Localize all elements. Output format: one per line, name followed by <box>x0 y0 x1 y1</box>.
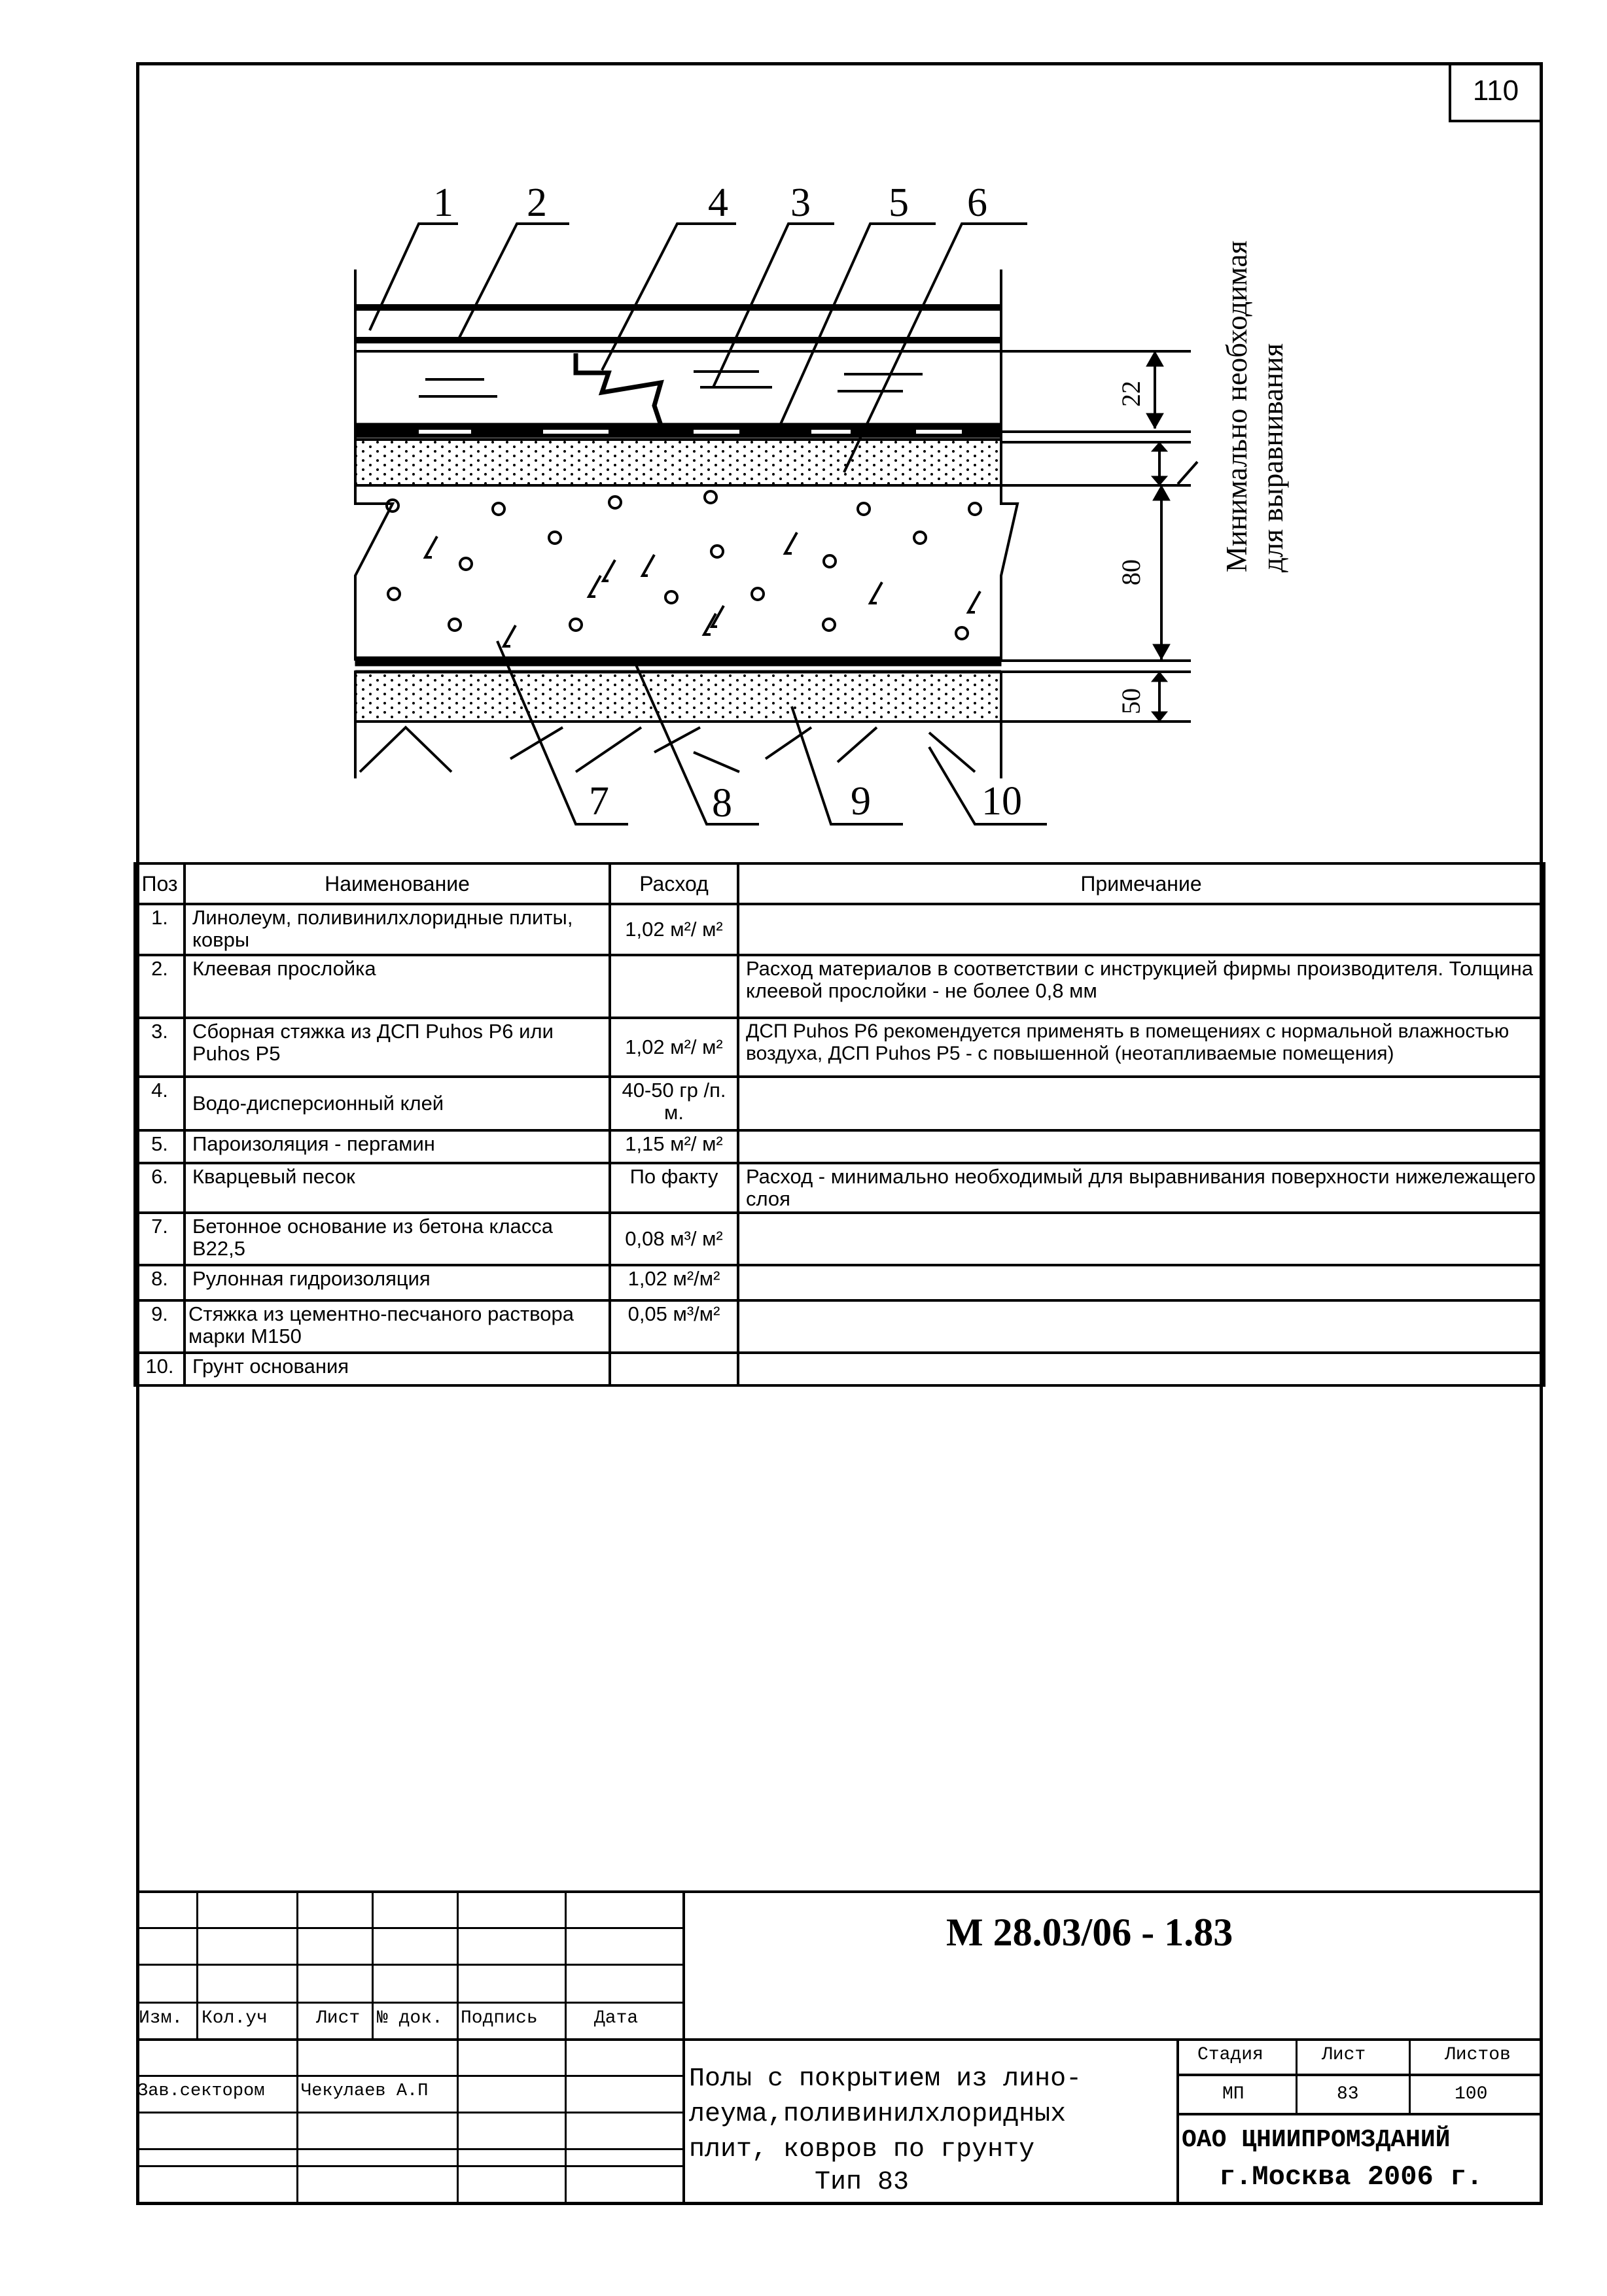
row-name: Грунт основания <box>185 1353 610 1385</box>
dim-80: 80 <box>1116 559 1146 585</box>
title-line-1: Полы с покрытием из лино- <box>689 2064 1082 2094</box>
row-pos: 7. <box>135 1213 185 1265</box>
floor-section-drawing <box>0 0 1607 857</box>
table-row <box>135 1300 1544 1353</box>
col-podpis: Подпись <box>461 2008 538 2028</box>
row-pos: 3. <box>135 1018 185 1077</box>
label-8: 8 <box>712 781 732 826</box>
row-usage <box>610 1353 738 1385</box>
row-note: ДСП Puhos P6 рекомендуется применять в помещениях с нормальной влажностью воздуха, ДСП Puhos P5 - с повышенной (неотапливаемые помещения) <box>738 1018 1544 1077</box>
label-9: 9 <box>851 779 871 824</box>
row-note <box>738 1130 1544 1163</box>
stage-value: МП <box>1222 2084 1245 2104</box>
row-usage: 1,02 м²/ м² <box>610 1018 738 1077</box>
side-note-line2: для выравнивания <box>1256 343 1289 572</box>
row-usage: 1,02 м²/ м² <box>610 904 738 955</box>
row-name: Рулонная гидроизоляция <box>185 1265 610 1300</box>
row-note <box>738 904 1544 955</box>
col-kol: Кол.уч <box>202 2008 268 2028</box>
row-usage: 40-50 гр /п. м. <box>610 1077 738 1130</box>
row-usage: 1,15 м²/ м² <box>610 1130 738 1163</box>
stage-label: Стадия <box>1197 2045 1263 2065</box>
table-header <box>135 863 1544 904</box>
row-pos: 5. <box>135 1130 185 1163</box>
header-note: Примечание <box>738 863 1544 904</box>
sheets-label: Листов <box>1445 2045 1511 2065</box>
row-name: Клеевая прослойка <box>185 955 610 1018</box>
label-3: 3 <box>790 181 811 225</box>
row-name: Водо-дисперсионный клей <box>185 1077 610 1130</box>
spec-table <box>133 862 1545 1387</box>
row-name: Кварцевый песок <box>185 1163 610 1213</box>
col-list: Лист <box>316 2008 361 2028</box>
row-pos: 6. <box>135 1163 185 1213</box>
table-row <box>135 1130 1544 1163</box>
org-name: ОАО ЦНИИПРОМЗДАНИЙ <box>1182 2126 1451 2154</box>
table-row <box>135 1077 1544 1130</box>
row-name: Линолеум, поливинилхлоридные плиты, ковры <box>185 904 610 955</box>
label-7: 7 <box>589 779 609 824</box>
row-usage: По факту <box>610 1163 738 1213</box>
row-pos: 4. <box>135 1077 185 1130</box>
row-name: Стяжка из цементно-песчаного раствора марки М150 <box>185 1300 610 1353</box>
stamp-role: Зав.сектором <box>137 2081 265 2101</box>
row-note <box>738 1213 1544 1265</box>
table-row <box>135 904 1544 955</box>
stamp-person: Чекулаев А.П <box>301 2081 429 2101</box>
sheet-label: Лист <box>1322 2045 1366 2065</box>
label-5: 5 <box>889 181 909 225</box>
label-10: 10 <box>981 779 1022 824</box>
table-row <box>135 955 1544 1018</box>
row-usage: 0,05 м³/м² <box>610 1300 738 1353</box>
row-note: Расход материалов в соответствии с инструкцией фирмы производителя. Толщина клеевой прослойки - не более 0,8 мм <box>738 955 1544 1018</box>
org-city-year: г.Москва 2006 г. <box>1219 2161 1483 2193</box>
document-code: М 28.03/06 - 1.83 <box>946 1911 1233 1954</box>
row-name: Сборная стяжка из ДСП Puhos P6 или Puhos P5 <box>185 1018 610 1077</box>
sheets-value: 100 <box>1455 2084 1488 2104</box>
header-name: Наименование <box>185 863 610 904</box>
row-pos: 8. <box>135 1265 185 1300</box>
row-usage: 0,08 м³/ м² <box>610 1213 738 1265</box>
col-izm: Изм. <box>139 2008 183 2028</box>
title-line-4: Тип 83 <box>689 2168 909 2197</box>
title-block <box>136 1890 1543 2205</box>
dim-22: 22 <box>1116 381 1146 407</box>
row-pos: 1. <box>135 904 185 955</box>
title-line-2: леума,поливинилхлоридных <box>689 2100 1067 2129</box>
table-row <box>135 1213 1544 1265</box>
table-row <box>135 1265 1544 1300</box>
row-pos: 10. <box>135 1353 185 1385</box>
row-note <box>738 1077 1544 1130</box>
row-pos: 9. <box>135 1300 185 1353</box>
label-6: 6 <box>967 181 987 225</box>
row-pos: 2. <box>135 955 185 1018</box>
row-name: Пароизоляция - пергамин <box>185 1130 610 1163</box>
col-data: Дата <box>594 2008 639 2028</box>
side-note-line1: Минимально необходимая <box>1220 240 1253 572</box>
row-note <box>738 1353 1544 1385</box>
row-name: Бетонное основание из бетона класса В22,5 <box>185 1213 610 1265</box>
label-1: 1 <box>433 181 453 225</box>
sheet-number: 110 <box>1449 62 1540 122</box>
table-row <box>135 1163 1544 1213</box>
col-ndok: № док. <box>377 2008 443 2028</box>
sheet-value: 83 <box>1337 2084 1359 2104</box>
header-pos: Поз <box>135 863 185 904</box>
label-4: 4 <box>708 181 728 225</box>
table-row <box>135 1018 1544 1077</box>
row-note <box>738 1265 1544 1300</box>
title-line-3: плит, ковров по грунту <box>689 2135 1035 2165</box>
table-row <box>135 1353 1544 1385</box>
row-note: Расход - минимально необходимый для выравнивания поверхности нижележащего слоя <box>738 1163 1544 1213</box>
row-note <box>738 1300 1544 1353</box>
row-usage: 1,02 м²/м² <box>610 1265 738 1300</box>
dim-50: 50 <box>1116 688 1146 714</box>
header-usage: Расход <box>610 863 738 904</box>
row-usage <box>610 955 738 1018</box>
label-2: 2 <box>527 181 547 225</box>
